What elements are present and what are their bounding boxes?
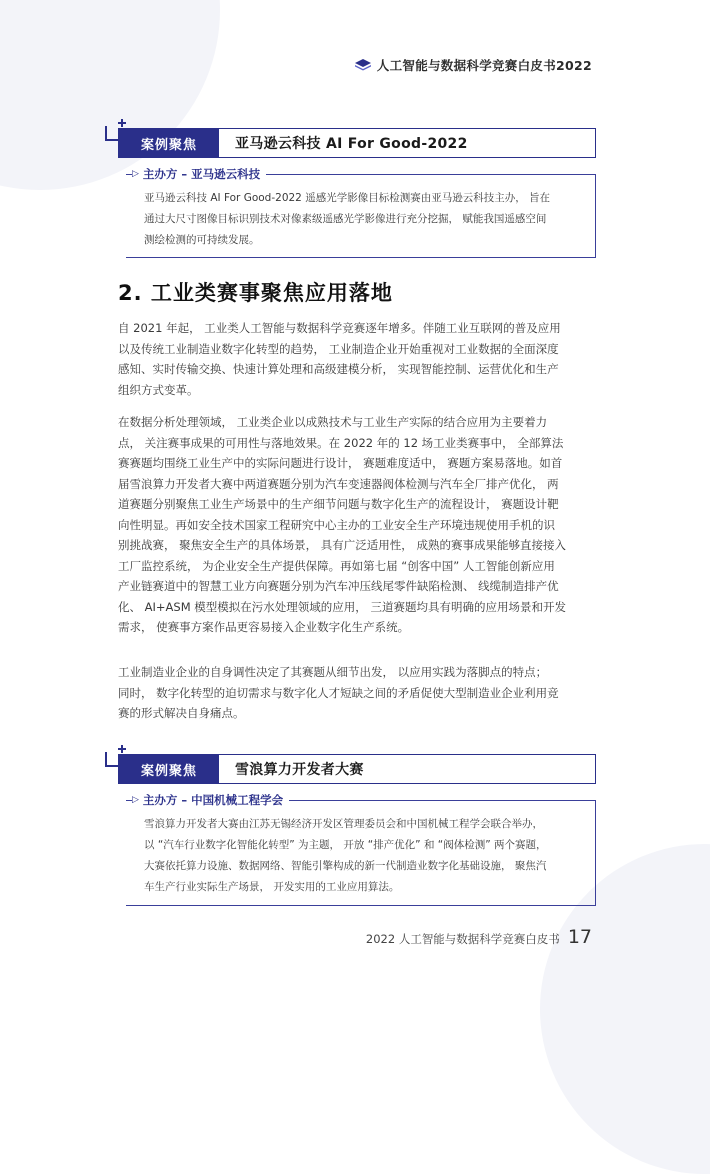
text-line: 自 2021 年起， 工业类人工智能与数据科学竞赛逐年增多。伴随工业互联网的普及应用	[118, 321, 561, 335]
case-tag: 案例聚焦	[119, 755, 219, 783]
case-body	[126, 167, 596, 258]
text-line: 届雪浪算力开发者大赛中两道赛题分别为汽车变速器阀体检测与汽车全厂排产优化， 两	[118, 476, 559, 491]
text-line: 以 “汽车行业数字化智能化转型” 为主题， 开放 “排产优化” 和 “阀体检测” 两个赛题，	[144, 839, 547, 851]
case-heading-bar	[118, 754, 596, 784]
text-line: 赛赛题均围绕工业生产中的实际问题进行设计， 赛题难度适中， 赛题方案易落地。如首	[118, 456, 563, 470]
text-line: 需求， 使赛事方案作品更容易接入企业数字化生产系统。	[118, 620, 410, 634]
footer-title: 2022 人工智能与数据科学竞赛白皮书	[365, 932, 560, 946]
text-line: 感知、实时传输交换、快速计算处理和高级建模分析， 实现智能控制、运营优化和生产	[118, 362, 559, 376]
text-line: 向性明显。再如安全技术国家工程研究中心主办的工业安全生产环境违规使用手机的识	[118, 517, 555, 532]
organizer-label	[132, 792, 289, 808]
text-line: 化、 AI+ASM 模型模拟在污水处理领域的应用， 三道赛题均具有明确的应用场景和开发	[118, 599, 566, 614]
case-description	[144, 814, 573, 898]
book-stack-icon	[355, 59, 371, 71]
text-line: 测绘检测的可持续发展。	[144, 234, 260, 246]
organizer-label	[132, 166, 266, 182]
organizer-text: 主办方 – 中国机械工程学会	[142, 793, 284, 807]
page-number: 17	[567, 926, 592, 948]
paragraph-3	[118, 662, 596, 724]
case-title: 亚马逊云科技 AI For Good-2022	[235, 136, 468, 152]
case-body	[126, 793, 596, 906]
text-line: 在数据分析处理领域， 工业类企业以成熟技术与工业生产实际的结合应用为主要着力	[118, 415, 548, 429]
text-line: 通过大尺寸图像目标识别技术对像素级遥感光学影像进行充分挖掘， 赋能我国遥感空间	[144, 213, 547, 225]
paragraph-2	[118, 412, 596, 638]
text-line: 雪浪算力开发者大赛由江苏无锡经济开发区管理委员会和中国机械工程学会联合举办，	[144, 818, 543, 830]
text-line: 同时， 数字化转型的迫切需求与数字化人才短缺之间的矛盾促使大型制造业企业利用竞	[118, 685, 559, 700]
text-line: 大赛依托算力设施、数据网络、智能引擎构成的新一代制造业数字化基础设施， 聚焦汽	[144, 860, 547, 872]
text-line: 亚马逊云科技 AI For Good-2022 遥感光学影像目标检测赛由亚马逊云科技主办， 旨在	[144, 192, 551, 204]
header-title: 人工智能与数据科学竞赛白皮书2022	[376, 58, 592, 73]
text-line: 产业链赛道中的智慧工业方向赛题分别为汽车冲压线尾零件缺陷检测、 线缆制造排产优	[118, 579, 559, 593]
organizer-text: 主办方 – 亚马逊云科技	[142, 167, 261, 181]
case-focus-box-1	[104, 118, 596, 258]
case-description	[144, 188, 573, 251]
text-line: 赛的形式解决自身痛点。	[118, 706, 245, 720]
text-line: 道赛题分别聚焦工业生产场景中的生产细节问题与数字化生产的流程设计， 赛题设计靶	[118, 497, 559, 511]
case-tag: 案例聚焦	[119, 129, 219, 157]
triangle-right-icon: ▷	[132, 795, 139, 805]
text-line: 组织方式变革。	[118, 382, 199, 397]
text-line: 以及传统工业制造业数字化转型的趋势， 工业制造企业开始重视对工业数据的全面深度	[118, 341, 559, 356]
text-line: 工业制造业企业的自身调性决定了其赛题从细节出发， 以应用实践为落脚点的特点；	[118, 665, 548, 679]
case-focus-box-2	[104, 744, 596, 906]
case-title: 雪浪算力开发者大赛	[235, 762, 364, 778]
text-line: 别挑战赛， 聚焦安全生产的具体场景， 具有广泛适用性， 成熟的赛事成果能够直接接入	[118, 538, 566, 552]
page-footer	[366, 926, 592, 948]
text-line: 工厂监控系统， 为企业安全生产提供保障。再如第七届 “创客中国” 人工智能创新应用	[118, 558, 555, 573]
paragraph-1	[118, 318, 596, 400]
section-title: 2. 工业类赛事聚焦应用落地	[118, 281, 393, 305]
running-header	[355, 56, 592, 74]
triangle-right-icon: ▷	[132, 169, 139, 179]
text-line: 点， 关注赛事成果的可用性与落地效果。在 2022 年的 12 场工业类赛事中， 全部算法	[118, 435, 564, 450]
case-heading-bar	[118, 128, 596, 158]
text-line: 车生产行业实际生产场景， 开发实用的工业应用算法。	[144, 881, 400, 893]
